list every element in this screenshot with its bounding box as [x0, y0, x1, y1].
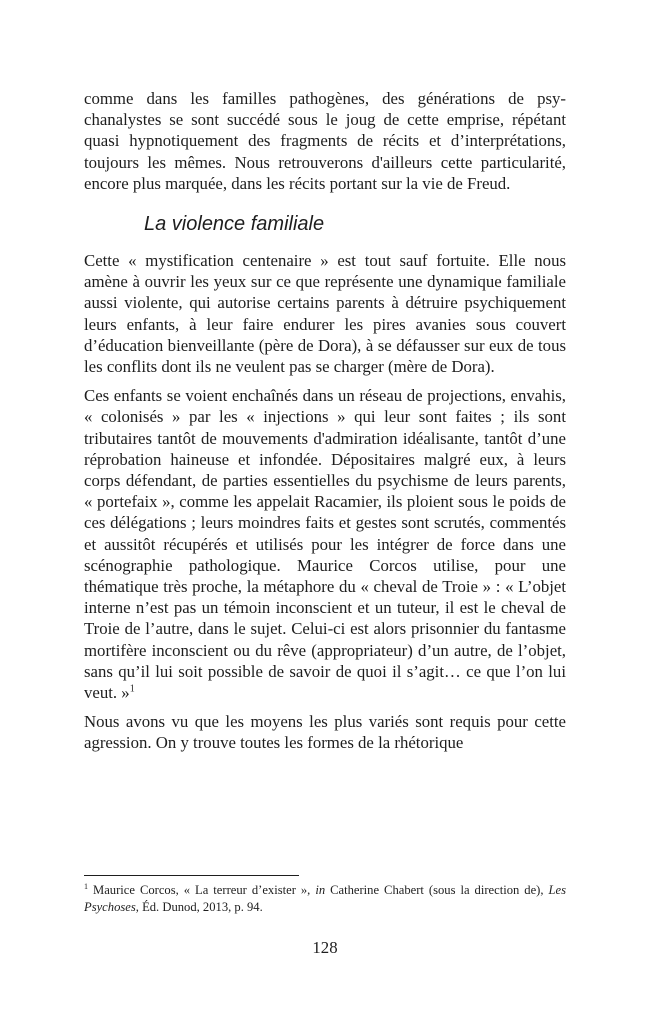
footnote-text-3: , Éd. Dunod, 2013, p. 94.: [135, 900, 263, 914]
page-body: [84, 88, 566, 754]
page-number: 128: [312, 938, 338, 957]
footnote-in: in: [315, 883, 326, 897]
footnote: [84, 882, 566, 916]
paragraph-moyens: Nous avons vu que les moyens les plus variés sont requis pour cette agression. On y trouve toutes les formes de la rhétorique: [84, 712, 566, 753]
footnote-text-1: Maurice Corcos, « La terreur d’exister »,: [93, 883, 316, 897]
paragraph-mystification: Cette « mystification centenaire » est tout sauf fortuite. Elle nous amène à ouvrir les yeux sur ce que représente une dynamique familiale aussi violente, qui autorise certains parents à détruire psychiquement leurs enfants, à leur faire endurer les pires avanies sous couvert d’éducation bienveillante (père de Dora), à se défausser sur eux de tous les conflits dont ils ne veulent pas se charger (mère de Dora).: [84, 251, 566, 377]
section-heading: La violence familiale: [144, 213, 325, 236]
footnote-area: [84, 875, 566, 916]
footnote-divider: [84, 875, 299, 876]
paragraph-enfants: [84, 385, 566, 703]
intro-paragraph: comme dans les familles pathogènes, des générations de psychanalystes se sont succédé sous le joug de cette emprise, répétant quasi hypnotiquement des fragments de récits et d’interprétations, toujours les mêmes. Nous retrouverons d'ailleurs cette particularité, encore plus marquée, dans les récits portant sur la vie de Freud.: [84, 89, 566, 193]
footnote-number: 1: [84, 881, 88, 891]
footnote-book-title: Les Psychoses: [84, 883, 567, 914]
footnote-text-2: Catherine Chabert (sous la direction de),: [325, 883, 549, 897]
footnote-reference[interactable]: 1: [129, 683, 135, 695]
paragraph-enfants-text: Ces enfants se voient enchaînés dans un réseau de projections, envahis, « colonisés » par les « injections » qui leur sont faites ; ils sont tributaires tantôt de mouvements d'admiration idéalisante, tantôt d’une réprobation haineuse et infondée. Dépositaires malgré eux, à leurs corps défendant, de parties essentielles du psychisme de leurs parents, « portefaix », comme les appelait Racamier, ils ploient sous le poids de ces délégations ; leurs moindres faits et gestes sont scrutés, commentés et aussitôt récupérés et utilisés pour les intégrer de force dans une scénographie pathologique. Maurice Corcos utilise, pour une thématique très proche, la métaphore du « cheval de Troie » : « L’objet interne n’est pas un témoin inconscient et un tuteur, il est le cheval de Troie de l’autre, dans le sujet. Celui-ci est alors prisonnier du fantasme mortifère inconscient ou du rêve (appropriateur) d’un autre, de l’objet, sans qu’il lui soit possible de savoir de quoi il s’agit… ce que l’on lui veut. »: [84, 386, 566, 703]
